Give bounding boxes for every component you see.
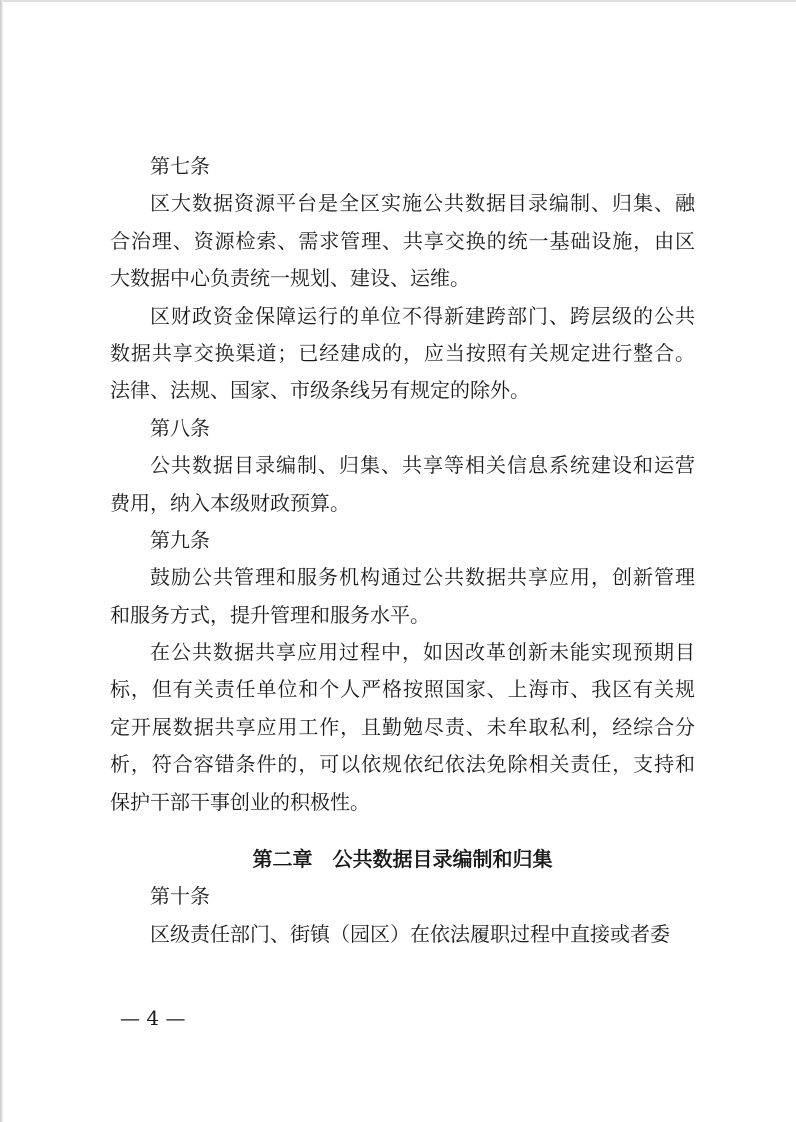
paragraph xyxy=(110,185,695,297)
paragraph-line: 保护干部干事创业的积极性。 xyxy=(110,789,370,814)
paragraph-line: 区大数据资源平台是全区实施公共数据目录编制、归集、融 xyxy=(150,191,695,216)
paragraph-line: 区财政资金保障运行的单位不得新建跨部门、跨层级的公共 xyxy=(150,303,695,328)
paragraph xyxy=(110,447,695,522)
paragraph-line: 数据共享交换渠道；已经建成的，应当按照有关规定进行整合。 xyxy=(110,340,695,365)
paragraph-line: 在公共数据共享应用过程中，如因改革创新未能实现预期目 xyxy=(150,640,695,665)
paragraph-line: 和服务方式，提升管理和服务水平。 xyxy=(110,602,430,627)
page-edge-left xyxy=(0,0,3,1122)
paragraph xyxy=(110,916,695,953)
paragraph-line: 区级责任部门、街镇（园区）在依法履职过程中直接或者委 xyxy=(150,921,670,946)
page-edge-top xyxy=(0,0,796,2)
paragraph-line: 定开展数据共享应用工作，且勤勉尽责、未牟取私利，经综合分 xyxy=(110,714,695,739)
article-heading: 第九条 xyxy=(150,527,210,552)
paragraph-line: 大数据中心负责统一规划、建设、运维。 xyxy=(110,266,470,291)
article-heading: 第七条 xyxy=(150,154,210,178)
paragraph xyxy=(110,634,695,821)
paragraph-line: 法律、法规、国家、市级条线另有规定的除外。 xyxy=(110,378,530,403)
page-number: — 4 — xyxy=(120,1006,186,1030)
paragraph-line: 析，符合容错条件的，可以依规依纪依法免除相关责任，支持和 xyxy=(110,752,695,777)
article-heading: 第八条 xyxy=(150,415,210,440)
paragraph-line: 鼓励公共管理和服务机构通过公共数据共享应用，创新管理 xyxy=(150,565,695,590)
paragraph xyxy=(110,559,695,634)
paragraph xyxy=(110,298,695,410)
document-body xyxy=(110,148,695,953)
chapter-heading: 第二章 公共数据目录编制和归集 xyxy=(252,847,553,872)
paragraph-line: 费用，纳入本级财政预算。 xyxy=(110,490,350,515)
paragraph-line: 标，但有关责任单位和个人严格按照国家、上海市、我区有关规 xyxy=(110,677,695,702)
article-heading: 第十条 xyxy=(150,884,210,909)
paragraph-line: 公共数据目录编制、归集、共享等相关信息系统建设和运营 xyxy=(150,453,695,478)
paragraph-line: 合治理、资源检索、需求管理、共享交换的统一基础设施，由区 xyxy=(110,228,695,253)
chapter-spacer xyxy=(110,821,695,841)
